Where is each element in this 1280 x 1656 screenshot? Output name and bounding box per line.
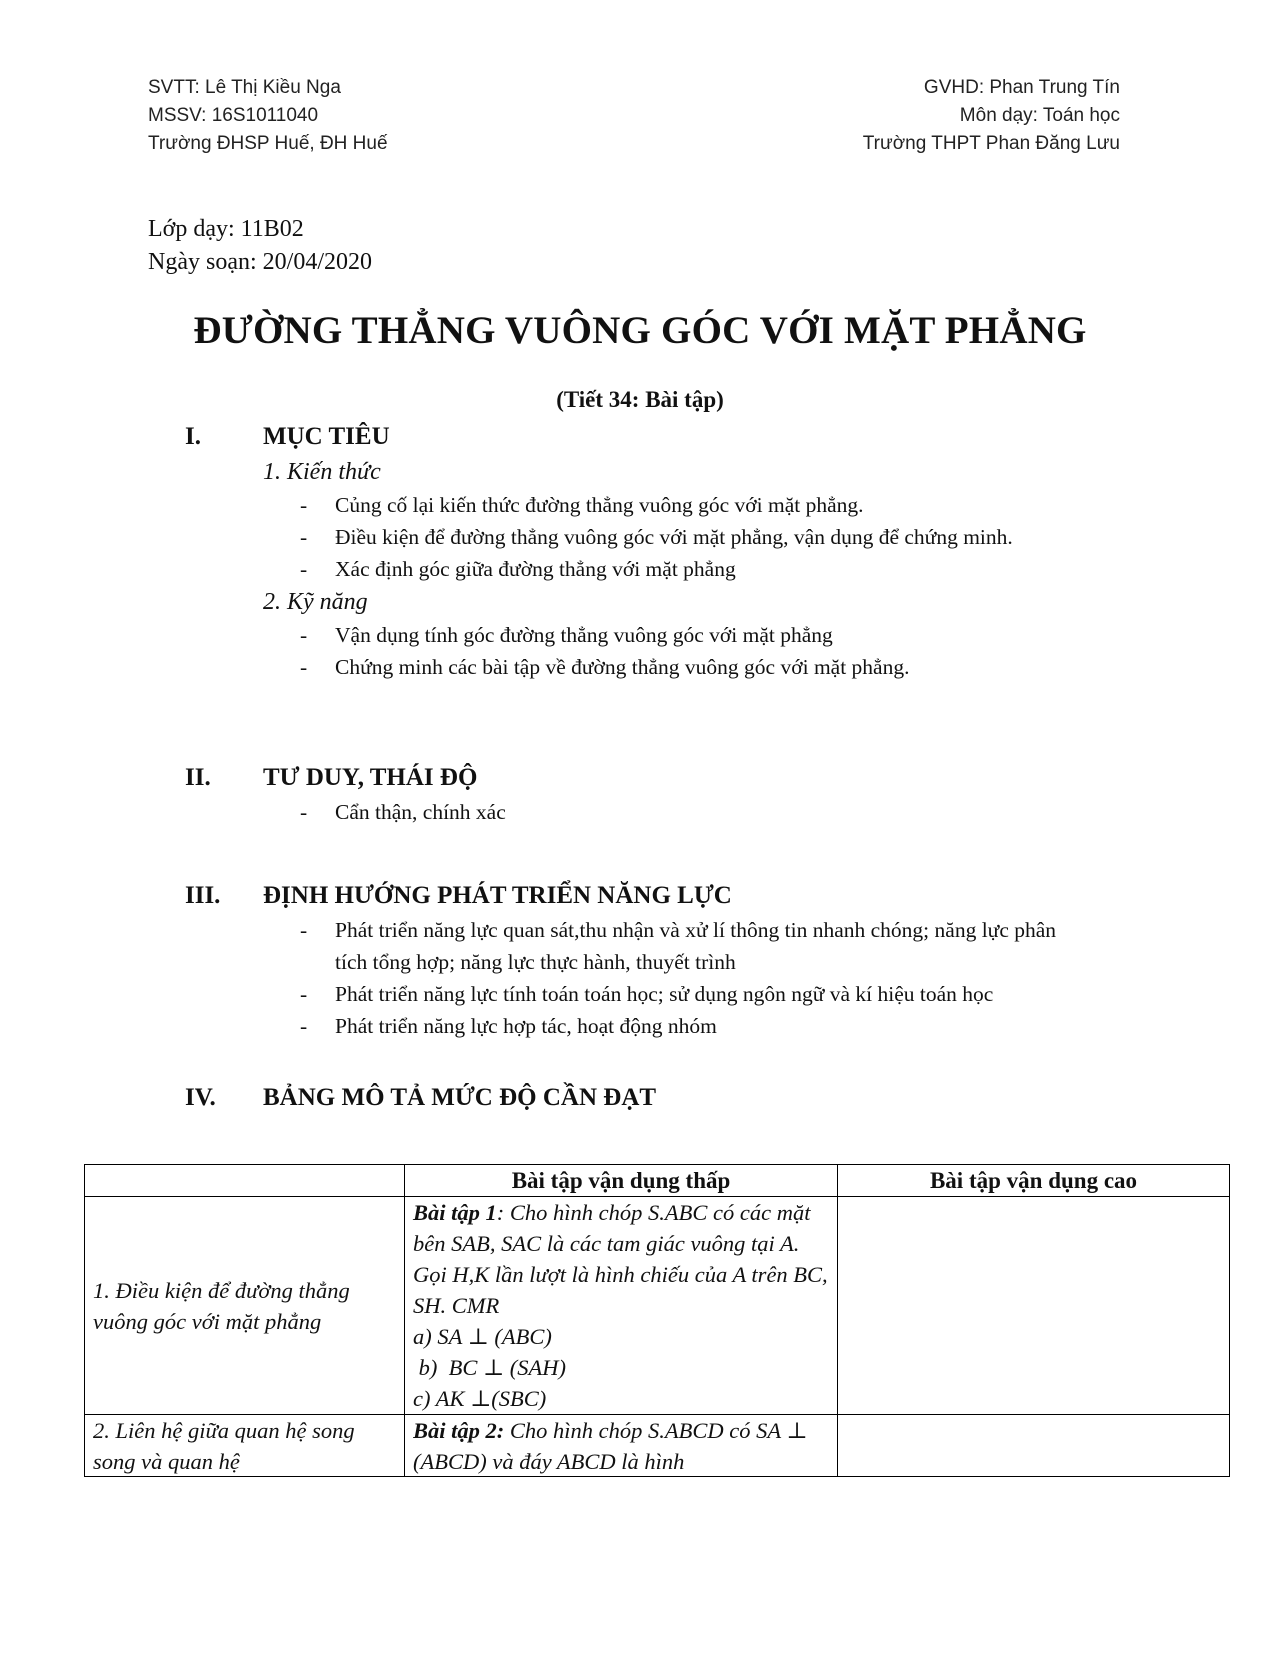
- header-student-info: [148, 74, 388, 158]
- exercise-label: Bài tập 1: [413, 1200, 497, 1225]
- high-level-cell: [838, 1415, 1230, 1477]
- list-item: - Phát triển năng lực hợp tác, hoạt động nhóm: [300, 1014, 717, 1038]
- section-title: MỤC TIÊU: [263, 423, 390, 450]
- high-level-cell: [838, 1197, 1230, 1415]
- list-item: - Cẩn thận, chính xác: [300, 800, 506, 824]
- table-row: [85, 1415, 1230, 1477]
- exercise-text: : Cho hình chóp S.ABC có các mặt bên SAB, SAC là các tam giác vuông tại A. Gọi H,K lần lượt là hình chiếu của A trên BC, SH. CMR: [413, 1200, 828, 1318]
- section-heading: [185, 878, 1185, 914]
- section-number: III.: [185, 882, 221, 909]
- topic-cell: 1. Điều kiện để đường thẳng vuông góc với mặt phẳng: [85, 1197, 405, 1415]
- student-school: Trường ĐHSP Huế, ĐH Huế: [148, 133, 388, 154]
- header-teacher-info: [820, 74, 1120, 158]
- subheading-knowledge: 1. Kiến thức: [263, 459, 381, 485]
- page-title: ĐƯỜNG THẲNG VUÔNG GÓC VỚI MẶT PHẲNG: [193, 309, 1087, 352]
- table-header-cell: [85, 1165, 405, 1197]
- section-heading: [185, 760, 1185, 796]
- page-subtitle: (Tiết 34: Bài tập): [556, 387, 724, 412]
- section-title: ĐỊNH HƯỚNG PHÁT TRIỂN NĂNG LỰC: [263, 882, 732, 909]
- list-item: - Điều kiện để đường thẳng vuông góc với mặt phẳng, vận dụng để chứng minh.: [300, 525, 1013, 549]
- list-item: - Phát triển năng lực tính toán toán học; sử dụng ngôn ngữ và kí hiệu toán học: [300, 982, 994, 1006]
- lesson-meta: [148, 213, 372, 279]
- section-number: IV.: [185, 1084, 216, 1111]
- section-heading: [185, 1080, 1185, 1116]
- exercise-text: Cho hình chóp S.ABCD có SA ⊥ (ABCD) và đáy ABCD là hình: [413, 1418, 808, 1474]
- table-header-cell: Bài tập vận dụng cao: [838, 1165, 1230, 1197]
- section-title: TƯ DUY, THÁI ĐỘ: [263, 764, 478, 791]
- section-heading: [185, 419, 1185, 455]
- table-header-cell: Bài tập vận dụng thấp: [405, 1165, 838, 1197]
- list-item: - Phát triển năng lực quan sát,thu nhận và xử lí thông tin nhanh chóng; năng lực phân tích tổng hợp; năng lực thực hành, thuyết trình: [300, 918, 1057, 974]
- class-line: Lớp dạy: 11B02: [148, 216, 304, 242]
- exercise-label: Bài tập 2:: [413, 1418, 505, 1443]
- teacher-name: GVHD: Phan Trung Tín: [923, 77, 1120, 98]
- list-item: - Xác định góc giữa đường thẳng với mặt phẳng: [300, 557, 736, 581]
- requirements-table: [84, 1164, 1230, 1477]
- student-name: SVTT: Lê Thị Kiều Nga: [148, 77, 341, 98]
- exercise-part: b) BC ⊥ (SAH): [413, 1355, 567, 1380]
- section-competency: [185, 878, 1185, 1042]
- low-level-cell: [405, 1415, 838, 1477]
- section-attitude: [185, 760, 1185, 828]
- section-title: BẢNG MÔ TẢ MỨC ĐỘ CẦN ĐẠT: [263, 1084, 657, 1111]
- date-line: Ngày soạn: 20/04/2020: [148, 249, 372, 275]
- list-item: - Củng cố lại kiến thức đường thẳng vuông góc với mặt phẳng.: [300, 493, 864, 517]
- table-header-row: [85, 1165, 1230, 1197]
- subheading-skills: 2. Kỹ năng: [263, 589, 368, 615]
- teacher-school: Trường THPT Phan Đăng Lưu: [862, 133, 1120, 154]
- section-objectives: [185, 419, 1185, 683]
- exercise-part: c) AK ⊥(SBC): [413, 1386, 547, 1411]
- section-number: II.: [185, 764, 211, 791]
- list-item: - Vận dụng tính góc đường thẳng vuông góc với mặt phẳng: [300, 623, 833, 647]
- table-row: [85, 1197, 1230, 1415]
- student-id: MSSV: 16S1011040: [148, 105, 319, 126]
- list-item: - Chứng minh các bài tập về đường thẳng vuông góc với mặt phẳng.: [300, 655, 910, 679]
- subject: Môn dạy: Toán học: [959, 105, 1120, 126]
- section-description-table: [185, 1080, 1185, 1116]
- topic-cell: 2. Liên hệ giữa quan hệ song song và quan hệ: [85, 1415, 405, 1477]
- exercise-part: a) SA ⊥ (ABC): [413, 1324, 552, 1349]
- low-level-cell: [405, 1197, 838, 1415]
- section-number: I.: [185, 423, 201, 450]
